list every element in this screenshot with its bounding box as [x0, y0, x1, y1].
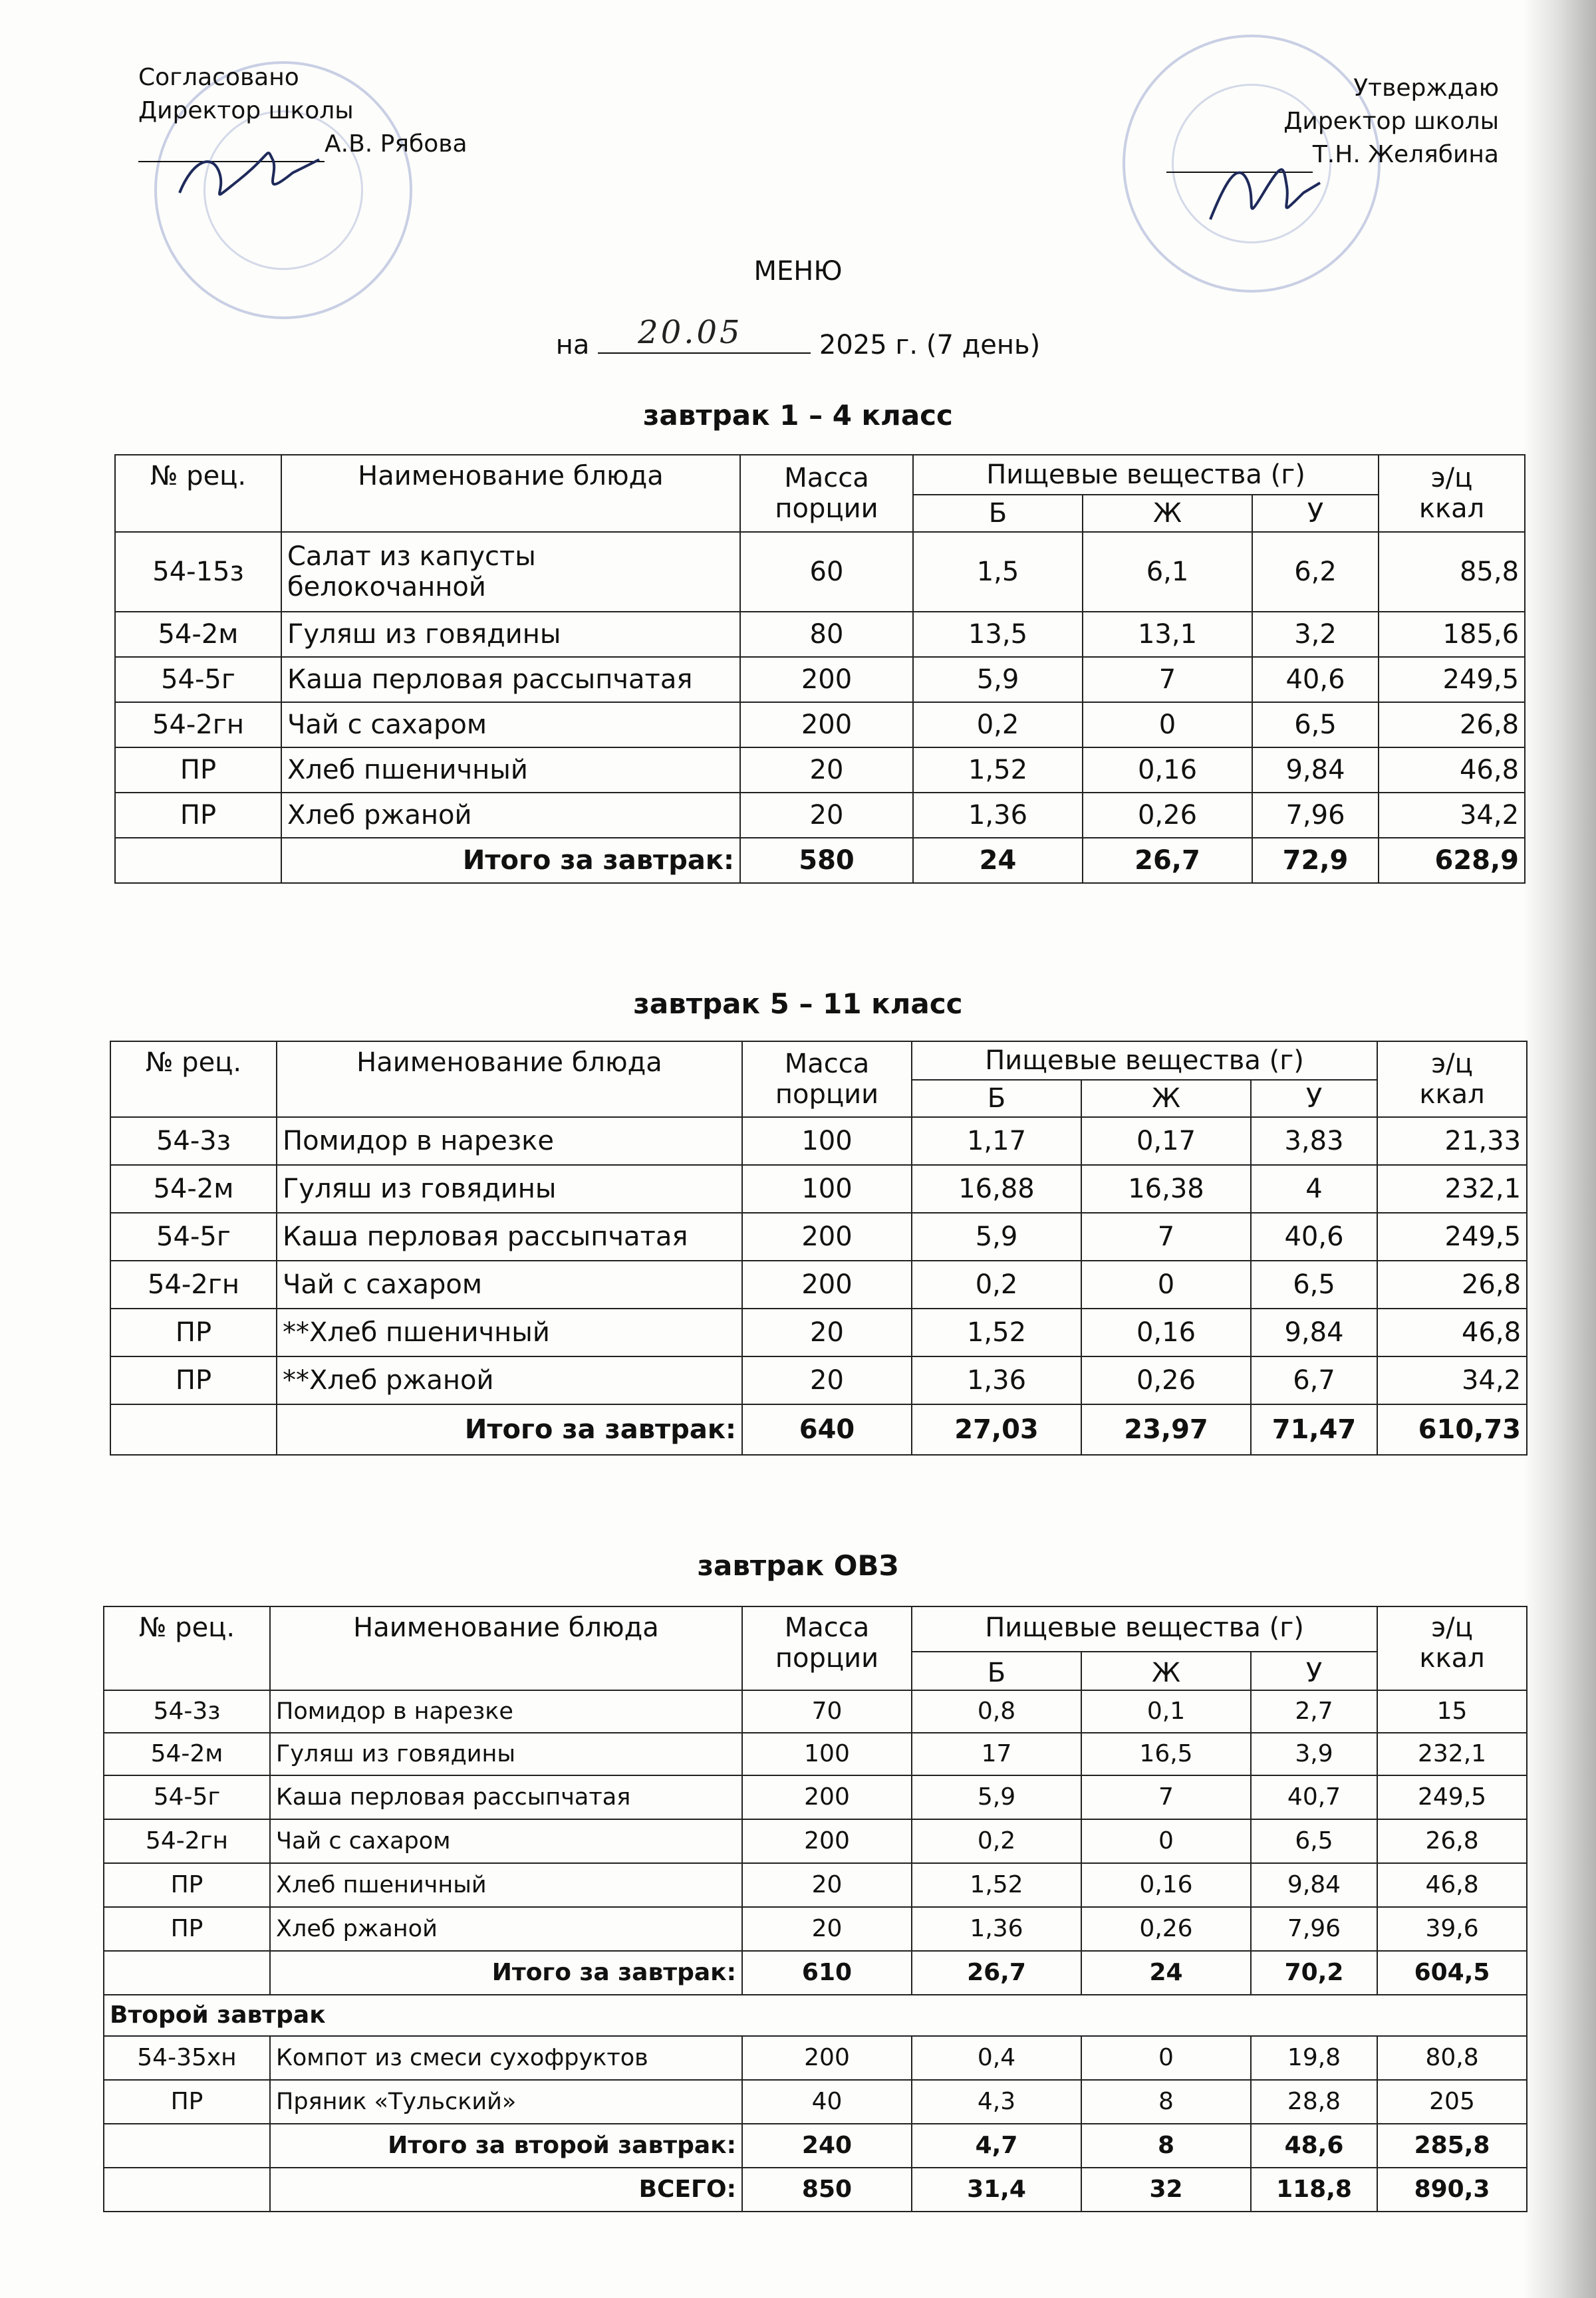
- table-header-row: [104, 1606, 1527, 1652]
- col-header-mass-line1: Масса: [784, 463, 869, 493]
- cell-num: 54-2гн: [110, 1261, 277, 1309]
- table-row: [115, 747, 1525, 793]
- col-header-mass-line1: Масса: [784, 1049, 870, 1079]
- second-total-zh: 8: [1081, 2124, 1251, 2168]
- col-header-name: Наименование блюда: [277, 1041, 742, 1117]
- col-header-nutrients: Пищевые вещества (г): [912, 1606, 1377, 1652]
- col-header-u: У: [1251, 1652, 1377, 1690]
- section1-title: завтрак 1 – 4 класс: [643, 399, 953, 432]
- col-header-energy: [1377, 1606, 1527, 1690]
- table-row: [104, 1863, 1527, 1907]
- section3-title: завтрак ОВЗ: [697, 1549, 899, 1582]
- cell-mass: 100: [742, 1733, 912, 1775]
- table-row: [115, 793, 1525, 838]
- col-header-b: Б: [912, 1652, 1081, 1690]
- cell-kcal: 26,8: [1377, 1819, 1527, 1863]
- cell-b: 1,52: [913, 747, 1083, 793]
- cell-name: **Хлеб ржаной: [277, 1356, 742, 1404]
- second-total-row: [104, 2124, 1527, 2168]
- total-row: [104, 1951, 1527, 1995]
- cell-u: 6,5: [1251, 1261, 1377, 1309]
- total-b: 27,03: [912, 1404, 1081, 1455]
- cell-name: Гуляш из говядины: [277, 1165, 742, 1213]
- cell-name: Помидор в нарезке: [277, 1117, 742, 1165]
- cell-zh: 0: [1081, 1819, 1251, 1863]
- cell-u: 28,8: [1251, 2080, 1377, 2124]
- cell-b: 17: [912, 1733, 1081, 1775]
- table-row: [115, 657, 1525, 702]
- cell-kcal: 26,8: [1379, 702, 1525, 747]
- cell-num: ПР: [110, 1309, 277, 1356]
- cell-u: 19,8: [1251, 2036, 1377, 2080]
- total-u: 71,47: [1251, 1404, 1377, 1455]
- col-header-name: Наименование блюда: [270, 1606, 742, 1690]
- cell-b: 1,52: [912, 1863, 1081, 1907]
- cell-num: 54-5г: [110, 1213, 277, 1261]
- cell-b: 1,5: [913, 532, 1083, 612]
- table-row: [110, 1165, 1527, 1213]
- cell-name: Гуляш из говядины: [281, 612, 740, 657]
- cell-name: Каша перловая рассыпчатая: [277, 1213, 742, 1261]
- cell-mass: 70: [742, 1690, 912, 1733]
- cell-num: 54-5г: [104, 1775, 270, 1819]
- cell-mass: 200: [742, 1213, 912, 1261]
- total-mass: 610: [742, 1951, 912, 1995]
- cell-mass: 100: [742, 1165, 912, 1213]
- col-header-num: № рец.: [115, 455, 281, 532]
- cell-num: 54-2гн: [104, 1819, 270, 1863]
- cell-mass: 40: [742, 2080, 912, 2124]
- cell-b: 1,36: [913, 793, 1083, 838]
- approval-left-name: А.В. Рябова: [325, 130, 467, 158]
- cell-mass: 80: [740, 612, 913, 657]
- date-blank: [598, 314, 811, 354]
- cell-num: ПР: [104, 1863, 270, 1907]
- cell-mass: 200: [742, 2036, 912, 2080]
- total-u: 72,9: [1252, 838, 1379, 883]
- cell-name: Пряник «Тульский»: [270, 2080, 742, 2124]
- cell-kcal: 34,2: [1377, 1356, 1527, 1404]
- cell-b: 0,2: [912, 1819, 1081, 1863]
- table-row: [104, 1775, 1527, 1819]
- table-header-row: [110, 1041, 1527, 1080]
- cell-zh: 6,1: [1083, 532, 1252, 612]
- approval-left-title: Согласовано: [138, 64, 299, 91]
- cell-num: 54-3з: [104, 1690, 270, 1733]
- second-breakfast-title: Второй завтрак: [104, 1995, 1527, 2036]
- col-header-zh: Ж: [1083, 495, 1252, 532]
- table-row: [110, 1213, 1527, 1261]
- cell-kcal: 249,5: [1377, 1775, 1527, 1819]
- total-mass: 580: [740, 838, 913, 883]
- signature-left: [166, 133, 339, 213]
- table-row: [104, 1819, 1527, 1863]
- cell-mass: 20: [742, 1907, 912, 1951]
- cell-num: ПР: [115, 747, 281, 793]
- cell-u: 3,83: [1251, 1117, 1377, 1165]
- col-header-name: Наименование блюда: [281, 455, 740, 532]
- cell-b: 1,36: [912, 1907, 1081, 1951]
- total-zh: 26,7: [1083, 838, 1252, 883]
- cell-b: 5,9: [912, 1775, 1081, 1819]
- cell-empty: [115, 838, 281, 883]
- col-header-u: У: [1252, 495, 1379, 532]
- col-header-energy-line2: ккал: [1419, 1079, 1485, 1110]
- col-header-mass-line2: порции: [775, 493, 878, 524]
- cell-zh: 0: [1081, 1261, 1251, 1309]
- cell-zh: 0,1: [1081, 1690, 1251, 1733]
- cell-kcal: 46,8: [1379, 747, 1525, 793]
- cell-zh: 7: [1081, 1213, 1251, 1261]
- grand-total-mass: 850: [742, 2168, 912, 2212]
- table-row: [104, 2036, 1527, 2080]
- cell-kcal: 85,8: [1379, 532, 1525, 612]
- approval-right-title: Утверждаю: [1353, 74, 1499, 102]
- col-header-energy-line2: ккал: [1418, 493, 1485, 524]
- table-row: [115, 702, 1525, 747]
- cell-kcal: 232,1: [1377, 1733, 1527, 1775]
- cell-kcal: 185,6: [1379, 612, 1525, 657]
- cell-kcal: 205: [1377, 2080, 1527, 2124]
- col-header-energy: [1377, 1041, 1527, 1117]
- table-row: [110, 1117, 1527, 1165]
- cell-mass: 200: [742, 1261, 912, 1309]
- table-row: [104, 1907, 1527, 1951]
- cell-mass: 20: [740, 747, 913, 793]
- col-header-b: Б: [913, 495, 1083, 532]
- cell-mass: 20: [740, 793, 913, 838]
- cell-name: Хлеб ржаной: [281, 793, 740, 838]
- cell-u: 6,5: [1252, 702, 1379, 747]
- cell-kcal: 249,5: [1377, 1213, 1527, 1261]
- cell-kcal: 46,8: [1377, 1309, 1527, 1356]
- cell-kcal: 39,6: [1377, 1907, 1527, 1951]
- total-zh: 24: [1081, 1951, 1251, 1995]
- cell-u: 6,5: [1251, 1819, 1377, 1863]
- cell-kcal: 249,5: [1379, 657, 1525, 702]
- second-total-b: 4,7: [912, 2124, 1081, 2168]
- cell-zh: 16,38: [1081, 1165, 1251, 1213]
- total-label: Итого за завтрак:: [281, 838, 740, 883]
- col-header-num: № рец.: [104, 1606, 270, 1690]
- cell-kcal: 34,2: [1379, 793, 1525, 838]
- cell-mass: 200: [740, 702, 913, 747]
- cell-name: Гуляш из говядины: [270, 1733, 742, 1775]
- menu-table-grades-5-11: [110, 1041, 1528, 1456]
- grand-total-label: ВСЕГО:: [270, 2168, 742, 2212]
- col-header-nutrients: Пищевые вещества (г): [912, 1041, 1377, 1080]
- total-kcal: 610,73: [1377, 1404, 1527, 1455]
- table-row: [110, 1356, 1527, 1404]
- total-kcal: 628,9: [1379, 838, 1525, 883]
- cell-name: Салат из капусты белокочанной: [281, 532, 740, 612]
- cell-num: ПР: [110, 1356, 277, 1404]
- cell-zh: 0,26: [1083, 793, 1252, 838]
- cell-zh: 0: [1083, 702, 1252, 747]
- date-suffix: 2025 г. (7 день): [819, 330, 1041, 360]
- date-prefix: на: [555, 330, 590, 360]
- col-header-energy: [1379, 455, 1525, 532]
- total-row: [115, 838, 1525, 883]
- table-row: [115, 532, 1525, 612]
- cell-num: 54-15з: [115, 532, 281, 612]
- cell-empty: [104, 2168, 270, 2212]
- col-header-zh: Ж: [1081, 1652, 1251, 1690]
- date-handwritten: 20.05: [638, 314, 743, 351]
- second-total-label: Итого за второй завтрак:: [270, 2124, 742, 2168]
- col-header-mass-line2: порции: [775, 1643, 879, 1674]
- cell-mass: 20: [742, 1309, 912, 1356]
- cell-num: 54-2гн: [115, 702, 281, 747]
- total-b: 24: [913, 838, 1083, 883]
- approval-right-name: Т.Н. Желябина: [1312, 141, 1499, 168]
- grand-total-b: 31,4: [912, 2168, 1081, 2212]
- cell-u: 7,96: [1251, 1907, 1377, 1951]
- cell-b: 4,3: [912, 2080, 1081, 2124]
- cell-b: 0,2: [913, 702, 1083, 747]
- cell-u: 6,7: [1251, 1356, 1377, 1404]
- col-header-energy-line1: э/ц: [1430, 463, 1473, 493]
- approval-left-position: Директор школы: [138, 97, 354, 124]
- cell-u: 6,2: [1252, 532, 1379, 612]
- col-header-num: № рец.: [110, 1041, 277, 1117]
- table-row: [104, 1690, 1527, 1733]
- total-label: Итого за завтрак:: [277, 1404, 742, 1455]
- col-header-nutrients: Пищевые вещества (г): [913, 455, 1379, 495]
- cell-num: ПР: [104, 1907, 270, 1951]
- second-total-kcal: 285,8: [1377, 2124, 1527, 2168]
- cell-zh: 0,16: [1083, 747, 1252, 793]
- cell-name: Каша перловая рассыпчатая: [270, 1775, 742, 1819]
- section2-title: завтрак 5 – 11 класс: [633, 987, 963, 1020]
- cell-kcal: 21,33: [1377, 1117, 1527, 1165]
- cell-num: 54-3з: [110, 1117, 277, 1165]
- cell-b: 1,17: [912, 1117, 1081, 1165]
- cell-b: 5,9: [913, 657, 1083, 702]
- cell-zh: 0,26: [1081, 1356, 1251, 1404]
- cell-name: **Хлеб пшеничный: [277, 1309, 742, 1356]
- cell-mass: 200: [742, 1819, 912, 1863]
- cell-zh: 0: [1081, 2036, 1251, 2080]
- col-header-zh: Ж: [1081, 1080, 1251, 1117]
- cell-kcal: 232,1: [1377, 1165, 1527, 1213]
- page-title: МЕНЮ: [753, 256, 843, 287]
- cell-name: Хлеб пшеничный: [281, 747, 740, 793]
- cell-b: 0,2: [912, 1261, 1081, 1309]
- grand-total-zh: 32: [1081, 2168, 1251, 2212]
- cell-b: 1,52: [912, 1309, 1081, 1356]
- cell-b: 0,8: [912, 1690, 1081, 1733]
- col-header-mass: [742, 1041, 912, 1117]
- cell-empty: [110, 1404, 277, 1455]
- cell-num: 54-35хн: [104, 2036, 270, 2080]
- cell-mass: 20: [742, 1863, 912, 1907]
- table-header-row: [115, 455, 1525, 495]
- cell-kcal: 26,8: [1377, 1261, 1527, 1309]
- cell-u: 3,2: [1252, 612, 1379, 657]
- cell-num: 54-5г: [115, 657, 281, 702]
- approval-right-position: Директор школы: [1283, 108, 1499, 135]
- cell-mass: 60: [740, 532, 913, 612]
- cell-u: 9,84: [1251, 1309, 1377, 1356]
- cell-mass: 100: [742, 1117, 912, 1165]
- total-row: [110, 1404, 1527, 1455]
- cell-name: Чай с сахаром: [277, 1261, 742, 1309]
- cell-u: 3,9: [1251, 1733, 1377, 1775]
- cell-mass: 200: [740, 657, 913, 702]
- col-header-energy-line1: э/ц: [1431, 1612, 1473, 1643]
- cell-kcal: 15: [1377, 1690, 1527, 1733]
- cell-zh: 0,16: [1081, 1309, 1251, 1356]
- cell-num: ПР: [104, 2080, 270, 2124]
- col-header-mass-line2: порции: [775, 1079, 879, 1110]
- cell-zh: 0,17: [1081, 1117, 1251, 1165]
- cell-u: 2,7: [1251, 1690, 1377, 1733]
- cell-name: Чай с сахаром: [281, 702, 740, 747]
- total-kcal: 604,5: [1377, 1951, 1527, 1995]
- cell-name: Каша перловая рассыпчатая: [281, 657, 740, 702]
- cell-num: ПР: [115, 793, 281, 838]
- col-header-energy-line2: ккал: [1419, 1643, 1485, 1674]
- cell-zh: 8: [1081, 2080, 1251, 2124]
- col-header-b: Б: [912, 1080, 1081, 1117]
- cell-zh: 0,16: [1081, 1863, 1251, 1907]
- second-total-u: 48,6: [1251, 2124, 1377, 2168]
- total-u: 70,2: [1251, 1951, 1377, 1995]
- cell-zh: 7: [1083, 657, 1252, 702]
- cell-zh: 0,26: [1081, 1907, 1251, 1951]
- cell-b: 1,36: [912, 1356, 1081, 1404]
- second-breakfast-header-row: [104, 1995, 1527, 2036]
- cell-num: 54-2м: [104, 1733, 270, 1775]
- col-header-energy-line1: э/ц: [1431, 1049, 1473, 1079]
- cell-b: 0,4: [912, 2036, 1081, 2080]
- menu-table-grades-1-4: [114, 454, 1526, 884]
- cell-zh: 13,1: [1083, 612, 1252, 657]
- table-row: [110, 1261, 1527, 1309]
- total-zh: 23,97: [1081, 1404, 1251, 1455]
- total-label: Итого за завтрак:: [270, 1951, 742, 1995]
- cell-b: 16,88: [912, 1165, 1081, 1213]
- grand-total-kcal: 890,3: [1377, 2168, 1527, 2212]
- grand-total-u: 118,8: [1251, 2168, 1377, 2212]
- grand-total-row: [104, 2168, 1527, 2212]
- cell-b: 5,9: [912, 1213, 1081, 1261]
- cell-kcal: 46,8: [1377, 1863, 1527, 1907]
- second-total-mass: 240: [742, 2124, 912, 2168]
- col-header-mass: [742, 1606, 912, 1690]
- total-mass: 640: [742, 1404, 912, 1455]
- col-header-mass-line1: Масса: [784, 1612, 870, 1643]
- cell-mass: 20: [742, 1356, 912, 1404]
- cell-name: Помидор в нарезке: [270, 1690, 742, 1733]
- cell-empty: [104, 1951, 270, 1995]
- cell-zh: 16,5: [1081, 1733, 1251, 1775]
- cell-u: 40,6: [1251, 1213, 1377, 1261]
- cell-name: Хлеб пшеничный: [270, 1863, 742, 1907]
- col-header-mass: [740, 455, 913, 532]
- cell-num: 54-2м: [115, 612, 281, 657]
- cell-u: 4: [1251, 1165, 1377, 1213]
- cell-name: Хлеб ржаной: [270, 1907, 742, 1951]
- cell-u: 7,96: [1252, 793, 1379, 838]
- table-row: [115, 612, 1525, 657]
- cell-empty: [104, 2124, 270, 2168]
- total-b: 26,7: [912, 1951, 1081, 1995]
- cell-zh: 7: [1081, 1775, 1251, 1819]
- cell-u: 9,84: [1251, 1863, 1377, 1907]
- table-row: [104, 2080, 1527, 2124]
- cell-name: Чай с сахаром: [270, 1819, 742, 1863]
- cell-b: 13,5: [913, 612, 1083, 657]
- cell-u: 9,84: [1252, 747, 1379, 793]
- signature-right: [1197, 146, 1330, 233]
- menu-table-ovz: [103, 1606, 1528, 2212]
- menu-date: [0, 314, 1596, 360]
- cell-mass: 200: [742, 1775, 912, 1819]
- table-row: [110, 1309, 1527, 1356]
- cell-num: 54-2м: [110, 1165, 277, 1213]
- cell-kcal: 80,8: [1377, 2036, 1527, 2080]
- table-row: [104, 1733, 1527, 1775]
- cell-u: 40,7: [1251, 1775, 1377, 1819]
- col-header-u: У: [1251, 1080, 1377, 1117]
- cell-u: 40,6: [1252, 657, 1379, 702]
- cell-name: Компот из смеси сухофруктов: [270, 2036, 742, 2080]
